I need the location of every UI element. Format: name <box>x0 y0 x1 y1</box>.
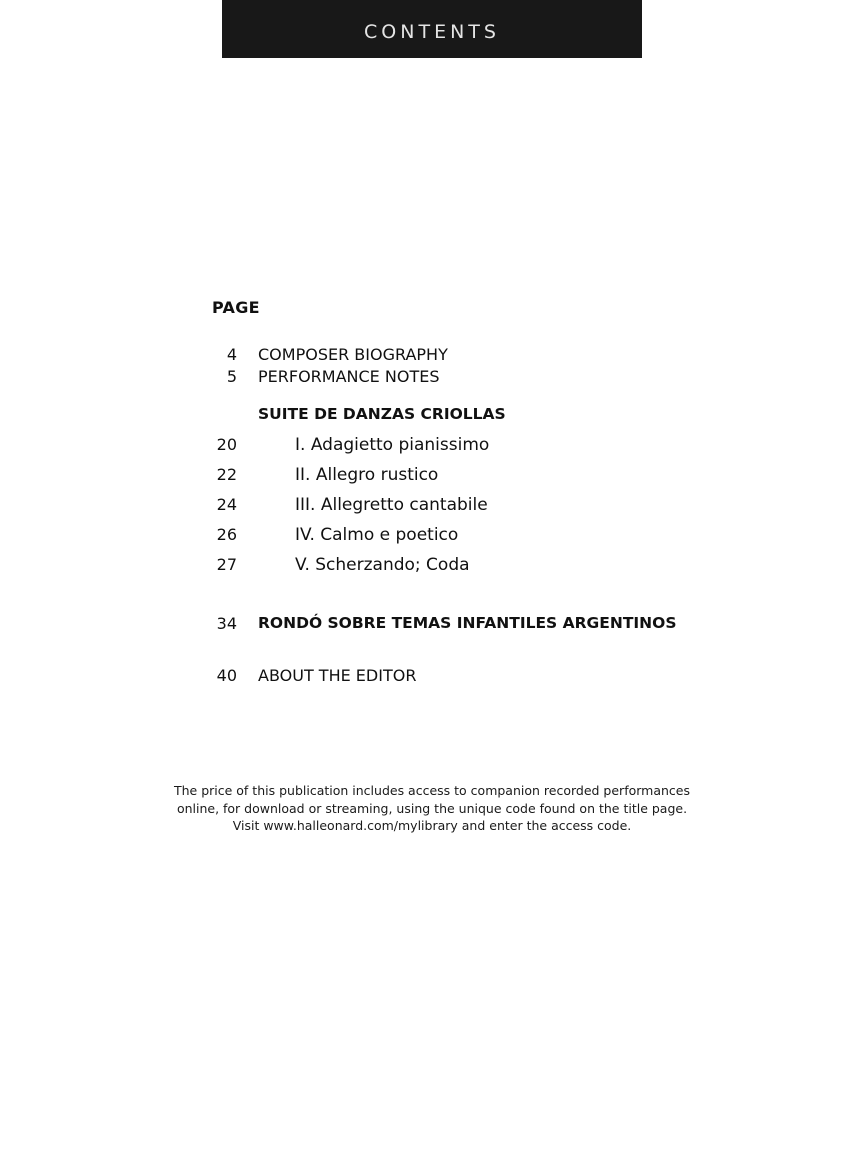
toc-title: RONDÓ SOBRE TEMAS INFANTILES ARGENTINOS <box>258 614 677 632</box>
page-title: CONTENTS <box>364 21 500 43</box>
toc-page-number: 24 <box>216 495 237 514</box>
toc-page-number: 27 <box>216 555 237 574</box>
toc-page-number: 5 <box>226 367 237 386</box>
toc-entry[interactable] <box>0 555 864 577</box>
toc-title: PERFORMANCE NOTES <box>258 367 440 386</box>
page-column-label: PAGE <box>212 298 260 317</box>
toc-title: V. Scherzando; Coda <box>295 555 470 575</box>
toc-entry[interactable] <box>0 465 864 487</box>
access-note-line: Visit www.halleonard.com/mylibrary and enter the access code. <box>232 818 632 833</box>
toc-title: II. Allegro rustico <box>295 465 439 485</box>
access-note-line: online, for download or streaming, using the unique code found on the title page. <box>176 800 688 816</box>
toc-title: III. Allegretto cantabile <box>295 495 488 515</box>
toc-title: SUITE DE DANZAS CRIOLLAS <box>258 405 506 423</box>
toc-page-number: 20 <box>216 435 237 454</box>
toc-title: IV. Calmo e poetico <box>295 525 459 545</box>
access-note-line: The price of this publication includes access to companion recorded performances <box>173 783 690 798</box>
toc-page-number: 22 <box>216 465 237 484</box>
toc-entry[interactable] <box>0 525 864 547</box>
toc-title: I. Adagietto pianissimo <box>295 435 490 455</box>
toc-title: ABOUT THE EDITOR <box>258 666 417 685</box>
toc-entry[interactable] <box>0 435 864 457</box>
toc-title: COMPOSER BIOGRAPHY <box>258 345 448 364</box>
toc-entry[interactable] <box>0 614 864 636</box>
toc-page-number: 40 <box>216 666 237 685</box>
toc-page-number: 34 <box>216 614 237 633</box>
toc-section-heading <box>0 405 864 427</box>
contents-header-bar <box>222 0 642 58</box>
toc-entry[interactable] <box>0 345 864 367</box>
toc-entry[interactable] <box>0 495 864 517</box>
toc-entry[interactable] <box>0 666 864 688</box>
access-note <box>120 782 744 835</box>
toc-entry[interactable] <box>0 367 864 389</box>
toc-page-number: 26 <box>216 525 237 544</box>
toc-page-number: 4 <box>226 345 237 364</box>
